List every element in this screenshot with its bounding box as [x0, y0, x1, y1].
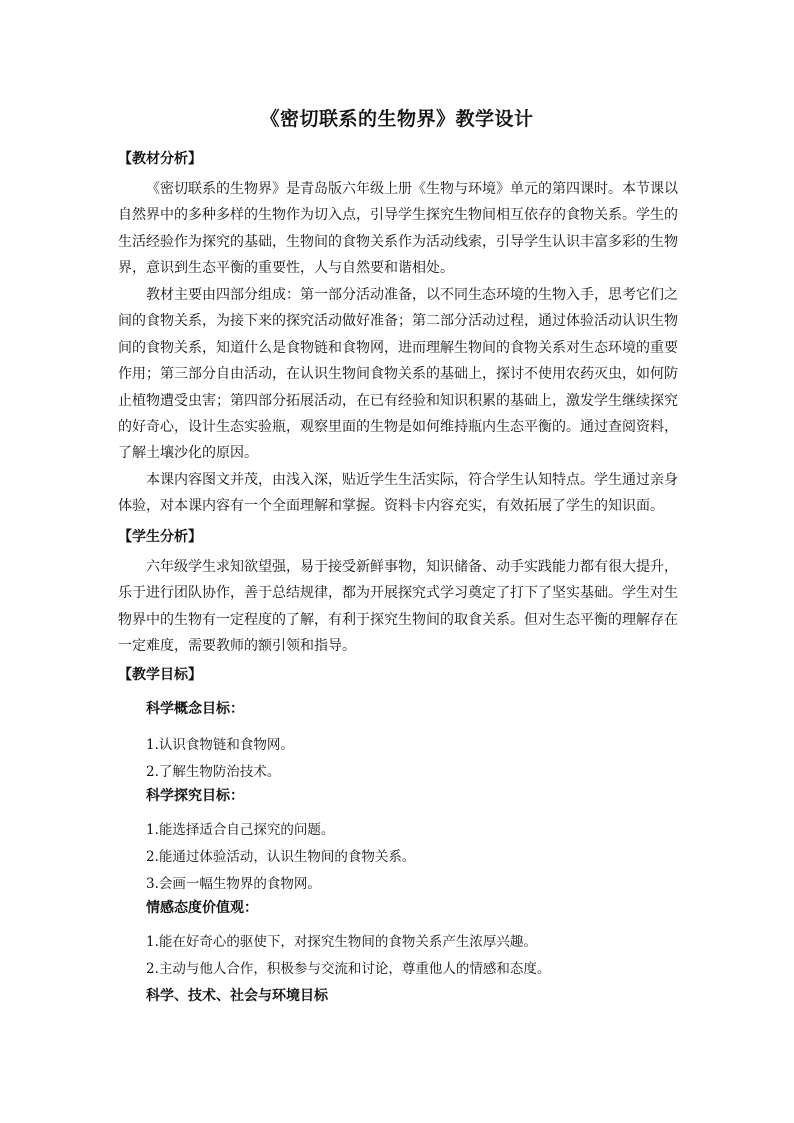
- concept-goals-title: 科学概念目标：: [146, 701, 244, 717]
- section-heading-material: 【教材分析】: [118, 151, 202, 167]
- document-title: 《密切联系的生物界》教学设计: [260, 108, 534, 130]
- attitude-goal-item: 2.主动与他人合作，积极参与交流和讨论，尊重他人的情感和态度。: [146, 961, 551, 977]
- student-paragraph: 六年级学生求知欲望强，易于接受新鲜事物，知识储备、动手实践能力都有很大提升，乐于进行团队协作，善于总结规律，都为开展探究式学习奠定了打下了坚实基础。学生对生物界中的生物有一定程度的了解，有利于探究生物间的取食关系。但对生态平衡的理解存在一定难度，需要教师的额引领和指导。: [118, 559, 678, 655]
- attitude-goals-title: 情感态度价值观：: [146, 900, 258, 916]
- section-heading-goals: 【教学目标】: [118, 667, 202, 683]
- inquiry-goal-item: 3.会画一幅生物界的食物网。: [146, 876, 321, 892]
- inquiry-goal-item: 2.能通过体验活动，认识生物间的食物关系。: [146, 849, 416, 865]
- section-heading-students: 【学生分析】: [118, 529, 202, 545]
- stse-goals-title: 科学、技术、社会与环境目标: [146, 988, 328, 1004]
- concept-goal-item: 2.了解生物防治技术。: [146, 764, 281, 780]
- material-paragraph-1: 《密切联系的生物界》是青岛版六年级上册《生物与环境》单元的第四课时。本节课以自然界中的多种多样的生物作为切入点，引导学生探究生物间相互依存的食物关系。学生的生活经验作为探究的基础，生物间的食物关系作为活动线索，引导学生认识丰富多彩的生物界，意识到生态平衡的重要性，人与自然要和谐相处。: [118, 181, 678, 277]
- material-paragraph-3: 本课内容图文并茂，由浅入深，贴近学生生活实际，符合学生认知特点。学生通过亲身体验，对本课内容有一个全面理解和掌握。资料卡内容充实，有效拓展了学生的知识面。: [118, 472, 678, 515]
- inquiry-goal-item: 1.能选择适合自己探究的问题。: [146, 822, 335, 838]
- concept-goal-item: 1.认识食物链和食物网。: [146, 737, 294, 753]
- attitude-goal-item: 1.能在好奇心的驱使下，对探究生物间的食物关系产生浓厚兴趣。: [146, 934, 537, 950]
- material-paragraph-2: 教材主要由四部分组成：第一部分活动准备，以不同生态环境的生物入手，思考它们之间的食物关系，为接下来的探究活动做好准备；第二部分活动过程，通过体验活动认识生物间的食物关系，知道什么是食物链和食物网，进而理解生物间的食物关系对生态环境的重要作用；第三部分自由活动，在认识生物间食物关系的基础上，探讨不使用农药灭虫，如何防止植物遭受虫害；第四部分拓展活动，在已有经验和知识积累的基础上，激发学生继续探究的好奇心，设计生态实验瓶，观察里面的生物是如何维持瓶内生态平衡的。通过查阅资料，了解土壤沙化的原因。: [118, 287, 678, 462]
- inquiry-goals-title: 科学探究目标：: [146, 788, 244, 804]
